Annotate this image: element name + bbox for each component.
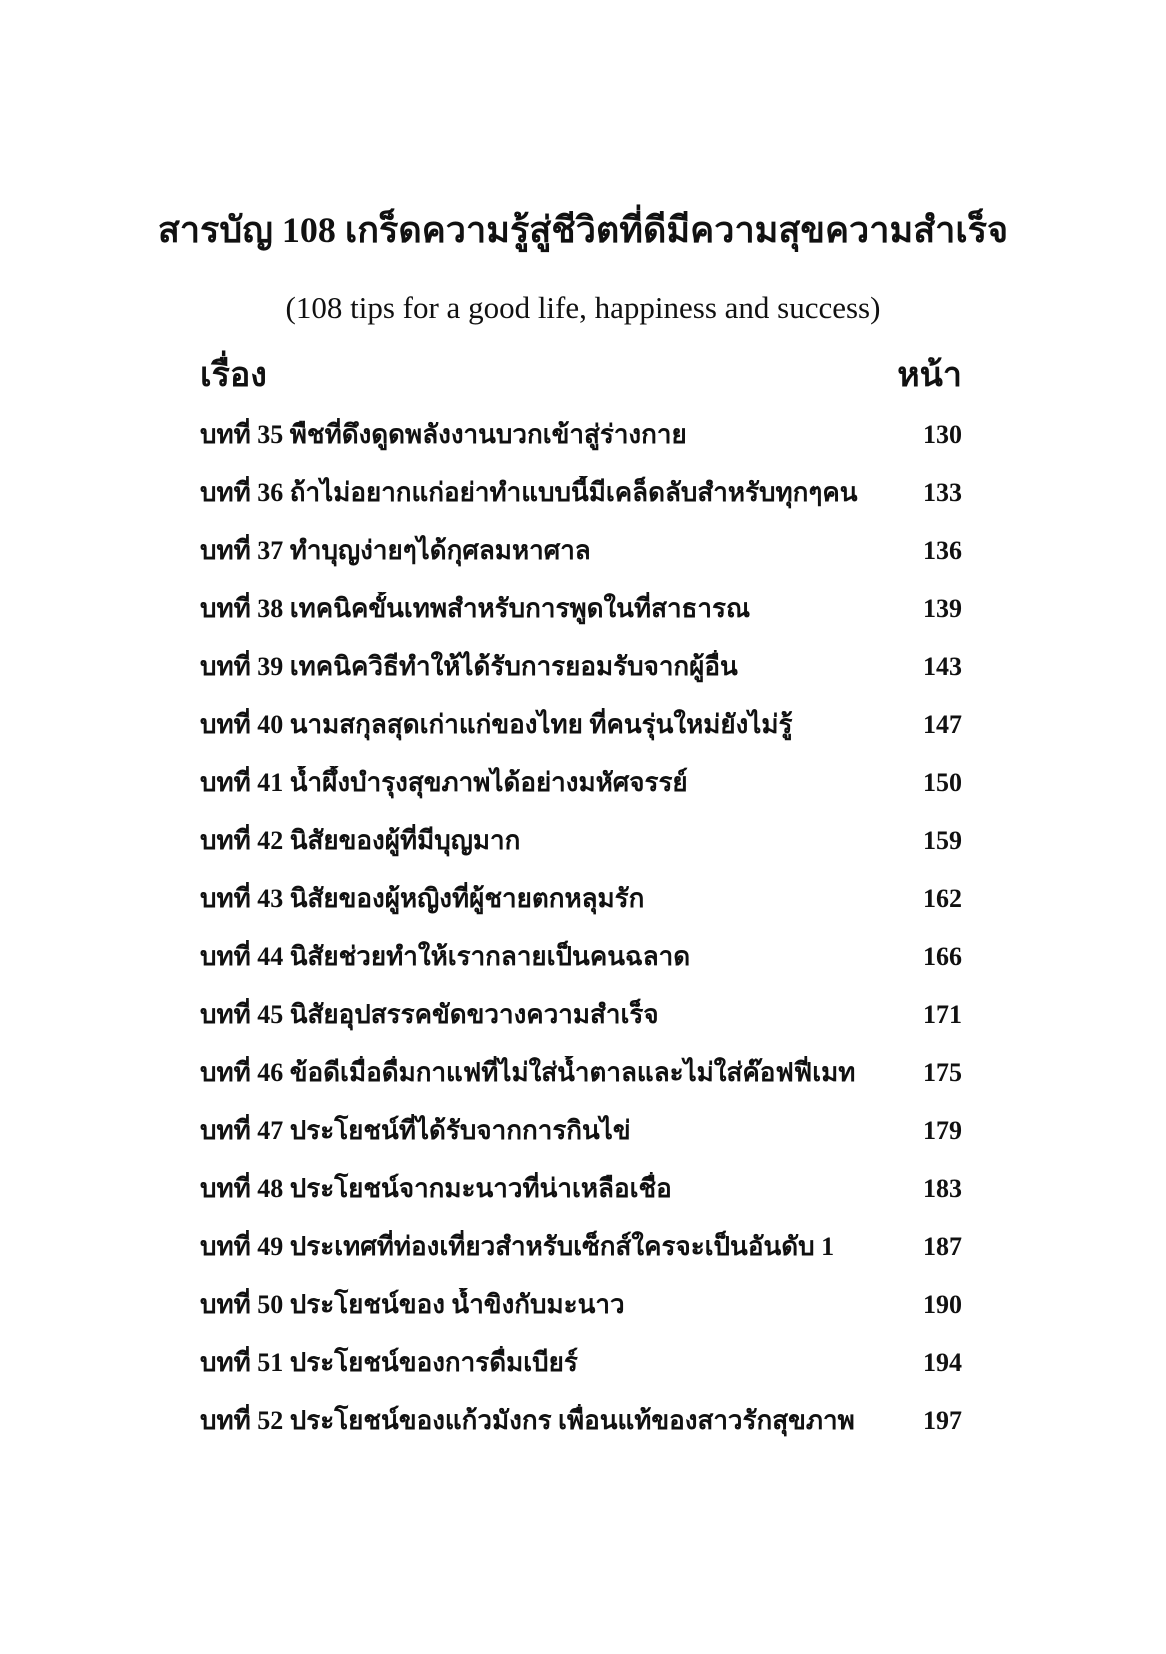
toc-entry-page: 143 xyxy=(923,652,962,681)
table-of-contents xyxy=(200,418,962,1462)
toc-entry-page: 175 xyxy=(923,1058,962,1087)
toc-entry-title: บทที่ 49 ประเทศที่ท่องเที่ยวสำหรับเซ็กส์ใครจะเป็นอันดับ 1 xyxy=(200,1232,835,1261)
toc-entry xyxy=(200,476,962,534)
toc-entry-page: 159 xyxy=(923,826,962,855)
toc-entry xyxy=(200,1346,962,1404)
toc-entry-title: บทที่ 36 ถ้าไม่อยากแก่อย่าทำแบบนี้มีเคล็ดลับสำหรับทุกๆคน xyxy=(200,478,858,507)
toc-entry xyxy=(200,1404,962,1462)
page-title: สารบัญ 108 เกร็ดความรู้สู่ชีวิตที่ดีมีความสุขความสำเร็จ xyxy=(157,210,1009,250)
toc-entry-title: บทที่ 37 ทำบุญง่ายๆได้กุศลมหาศาล xyxy=(200,536,591,565)
toc-entry-page: 162 xyxy=(923,884,962,913)
toc-entry-page: 150 xyxy=(923,768,962,797)
toc-entry xyxy=(200,1230,962,1288)
toc-entry-page: 136 xyxy=(923,536,962,565)
toc-entry-page: 183 xyxy=(923,1174,962,1203)
toc-entry-page: 130 xyxy=(923,420,962,449)
toc-entry-title: บทที่ 41 น้ำผึ้งบำรุงสุขภาพได้อย่างมหัศจรรย์ xyxy=(200,768,688,797)
toc-entry-title: บทที่ 51 ประโยชน์ของการดื่มเบียร์ xyxy=(200,1348,578,1377)
toc-entry-page: 187 xyxy=(923,1232,962,1261)
toc-entry-page: 179 xyxy=(923,1116,962,1145)
page-column-header: หน้า xyxy=(897,357,962,394)
toc-entry-title: บทที่ 39 เทคนิควิธีทำให้ได้รับการยอมรับจากผู้อื่น xyxy=(200,652,738,681)
toc-entry-title: บทที่ 35 พืชที่ดึงดูดพลังงานบวกเข้าสู่ร่างกาย xyxy=(200,420,687,449)
toc-entry xyxy=(200,766,962,824)
toc-entry xyxy=(200,592,962,650)
toc-entry-title: บทที่ 43 นิสัยของผู้หญิงที่ผู้ชายตกหลุมรัก xyxy=(200,884,645,913)
toc-entry xyxy=(200,534,962,592)
toc-entry-page: 194 xyxy=(923,1348,962,1377)
toc-entry xyxy=(200,1114,962,1172)
toc-entry-title: บทที่ 46 ข้อดีเมื่อดื่มกาแฟที่ไม่ใส่น้ำตาลและไม่ใส่ค๊อฟฟี่เมท xyxy=(200,1058,856,1087)
toc-entry-title: บทที่ 47 ประโยชน์ที่ได้รับจากการกินไข่ xyxy=(200,1116,631,1145)
toc-entry-title: บทที่ 40 นามสกุลสุดเก่าแก่ของไทย ที่คนรุ่นใหม่ยังไม่รู้ xyxy=(200,710,793,739)
toc-entry-page: 166 xyxy=(923,942,962,971)
toc-entry xyxy=(200,650,962,708)
toc-entry-title: บทที่ 45 นิสัยอุปสรรคขัดขวางความสำเร็จ xyxy=(200,1000,659,1029)
toc-entry-title: บทที่ 44 นิสัยช่วยทำให้เรากลายเป็นคนฉลาด xyxy=(200,942,691,971)
toc-entry-title: บทที่ 50 ประโยชน์ของ น้ำขิงกับมะนาว xyxy=(200,1290,625,1319)
toc-entry xyxy=(200,882,962,940)
toc-entry xyxy=(200,1288,962,1346)
topic-column-header: เรื่อง xyxy=(200,357,267,394)
toc-entry xyxy=(200,708,962,766)
toc-entry-title: บทที่ 38 เทคนิคขั้นเทพสำหรับการพูดในที่สาธารณ xyxy=(200,594,751,623)
toc-entry-page: 190 xyxy=(923,1290,962,1319)
toc-entry-title: บทที่ 52 ประโยชน์ของแก้วมังกร เพื่อนแท้ของสาวรักสุขภาพ xyxy=(200,1406,855,1435)
toc-entry-title: บทที่ 42 นิสัยของผู้ที่มีบุญมาก xyxy=(200,826,521,855)
toc-entry-page: 171 xyxy=(923,1000,962,1029)
toc-entry xyxy=(200,418,962,476)
toc-entry-page: 147 xyxy=(923,710,962,739)
page-subtitle: (108 tips for a good life, happiness and success) xyxy=(285,290,881,325)
toc-entry xyxy=(200,998,962,1056)
toc-entry xyxy=(200,1056,962,1114)
toc-entry-page: 139 xyxy=(923,594,962,623)
toc-entry xyxy=(200,940,962,998)
toc-entry xyxy=(200,1172,962,1230)
toc-entry-page: 197 xyxy=(923,1406,962,1435)
toc-entry-title: บทที่ 48 ประโยชน์จากมะนาวที่น่าเหลือเชื่อ xyxy=(200,1174,672,1203)
toc-entry xyxy=(200,824,962,882)
toc-entry-page: 133 xyxy=(923,478,962,507)
